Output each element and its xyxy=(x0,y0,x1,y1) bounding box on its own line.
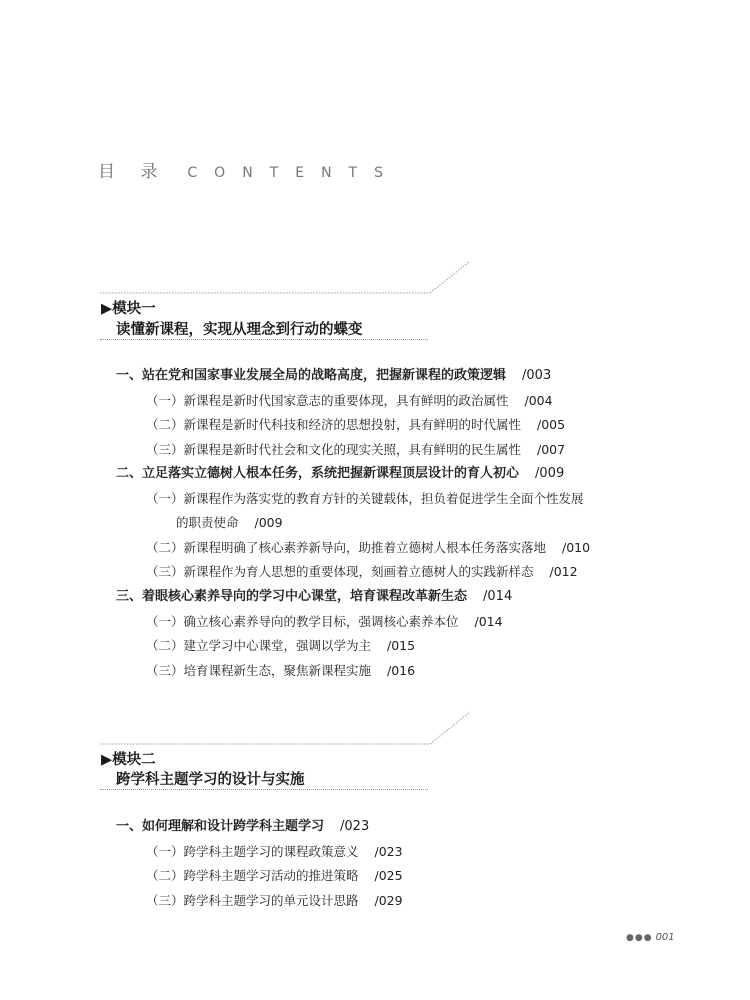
toc-entry-page: /009 xyxy=(535,466,565,481)
module-1-divider xyxy=(100,339,428,340)
toc-entry-text: 一、站在党和国家事业发展全局的战略高度，把握新课程的政策逻辑 xyxy=(116,368,507,383)
toc-entry[interactable] xyxy=(146,491,584,507)
toc-entry-page: /023 xyxy=(340,819,370,834)
toc-entry[interactable] xyxy=(146,564,578,580)
page-folio xyxy=(626,932,675,943)
module-2-title: 跨学科主题学习的设计与实施 xyxy=(116,772,305,788)
toc-entry-text: 三、着眼核心素养导向的学习中心课堂，培育课程改革新生态 xyxy=(116,589,468,604)
module-2-divider xyxy=(100,789,428,790)
corner-decoration xyxy=(100,711,472,745)
toc-entry-text: （一）跨学科主题学习的课程政策意义 xyxy=(146,844,359,859)
toc-entry-page: /009 xyxy=(254,515,283,530)
toc-entry[interactable] xyxy=(146,663,415,679)
module-1-label: ▶模块一 xyxy=(101,301,156,317)
toc-entry-page: /003 xyxy=(522,368,552,383)
toc-entry[interactable] xyxy=(146,638,415,654)
toc-entry[interactable] xyxy=(176,515,283,531)
toc-entry-text: （二）建立学习中心课堂，强调以学为主 xyxy=(146,638,372,653)
toc-entry[interactable] xyxy=(146,844,403,860)
toc-entry-text: （三）新课程是新时代社会和文化的现实关照，具有鲜明的民生属性 xyxy=(146,442,522,457)
toc-entry-page: /015 xyxy=(387,638,416,653)
toc-entry-page: /029 xyxy=(374,893,403,908)
toc-entry-text: 二、立足落实立德树人根本任务，系统把握新课程顶层设计的育人初心 xyxy=(116,466,520,481)
toc-entry-text: （三）新课程作为育人思想的重要体现，刻画着立德树人的实践新样态 xyxy=(146,564,534,579)
toc-entry-page: /016 xyxy=(387,663,416,678)
toc-entry-text: （一）新课程是新时代国家意志的重要体现，具有鲜明的政治属性 xyxy=(146,393,509,408)
contents-title xyxy=(98,157,400,182)
toc-entry-text: （三）培育课程新生态，聚焦新课程实施 xyxy=(146,663,372,678)
module-1-title: 读懂新课程，实现从理念到行动的蝶变 xyxy=(116,322,363,338)
toc-entry-text: （二）跨学科主题学习活动的推进策略 xyxy=(146,868,359,883)
toc-entry-text: （二）新课程明确了核心素养新导向，助推着立德树人根本任务落实落地 xyxy=(146,540,547,555)
toc-entry[interactable] xyxy=(116,819,369,835)
toc-entry-page: /004 xyxy=(524,393,553,408)
corner-decoration xyxy=(100,260,472,294)
toc-entry-text: （一）新课程作为落实党的教育方针的关键载体，担负着促进学生全面个性发展 xyxy=(146,491,584,506)
contents-title-en: CONTENTS xyxy=(187,165,400,181)
contents-title-cn: 目 录 xyxy=(98,162,168,182)
toc-entry[interactable] xyxy=(146,540,590,556)
toc-entry[interactable] xyxy=(146,868,403,884)
toc-entry-text: （三）跨学科主题学习的单元设计思路 xyxy=(146,893,359,908)
toc-entry-text: （二）新课程是新时代科技和经济的思想投射，具有鲜明的时代属性 xyxy=(146,417,522,432)
toc-entry-page: /007 xyxy=(537,442,566,457)
toc-entry-text: （一）确立核心素养导向的教学目标，强调核心素养本位 xyxy=(146,614,459,629)
toc-entry[interactable] xyxy=(116,466,564,482)
toc-entry[interactable] xyxy=(146,393,553,409)
toc-entry-text: 的职责使命 xyxy=(176,515,239,530)
folio-dots: ●●● xyxy=(626,933,653,943)
toc-entry-page: /014 xyxy=(483,589,513,604)
toc-entry[interactable] xyxy=(146,893,403,909)
toc-entry[interactable] xyxy=(116,368,551,384)
toc-entry-page: /010 xyxy=(562,540,591,555)
toc-entry[interactable] xyxy=(146,417,565,433)
toc-entry-page: /025 xyxy=(374,868,403,883)
toc-entry[interactable] xyxy=(116,589,512,605)
toc-entry-page: /012 xyxy=(549,564,578,579)
toc-entry-page: /014 xyxy=(474,614,503,629)
toc-entry-page: /005 xyxy=(537,417,566,432)
page-number: 001 xyxy=(655,932,675,943)
toc-entry[interactable] xyxy=(146,614,503,630)
toc-entry-text: 一、如何理解和设计跨学科主题学习 xyxy=(116,819,325,834)
toc-entry-page: /023 xyxy=(374,844,403,859)
module-2-label: ▶模块二 xyxy=(101,752,156,768)
toc-entry[interactable] xyxy=(146,442,565,458)
